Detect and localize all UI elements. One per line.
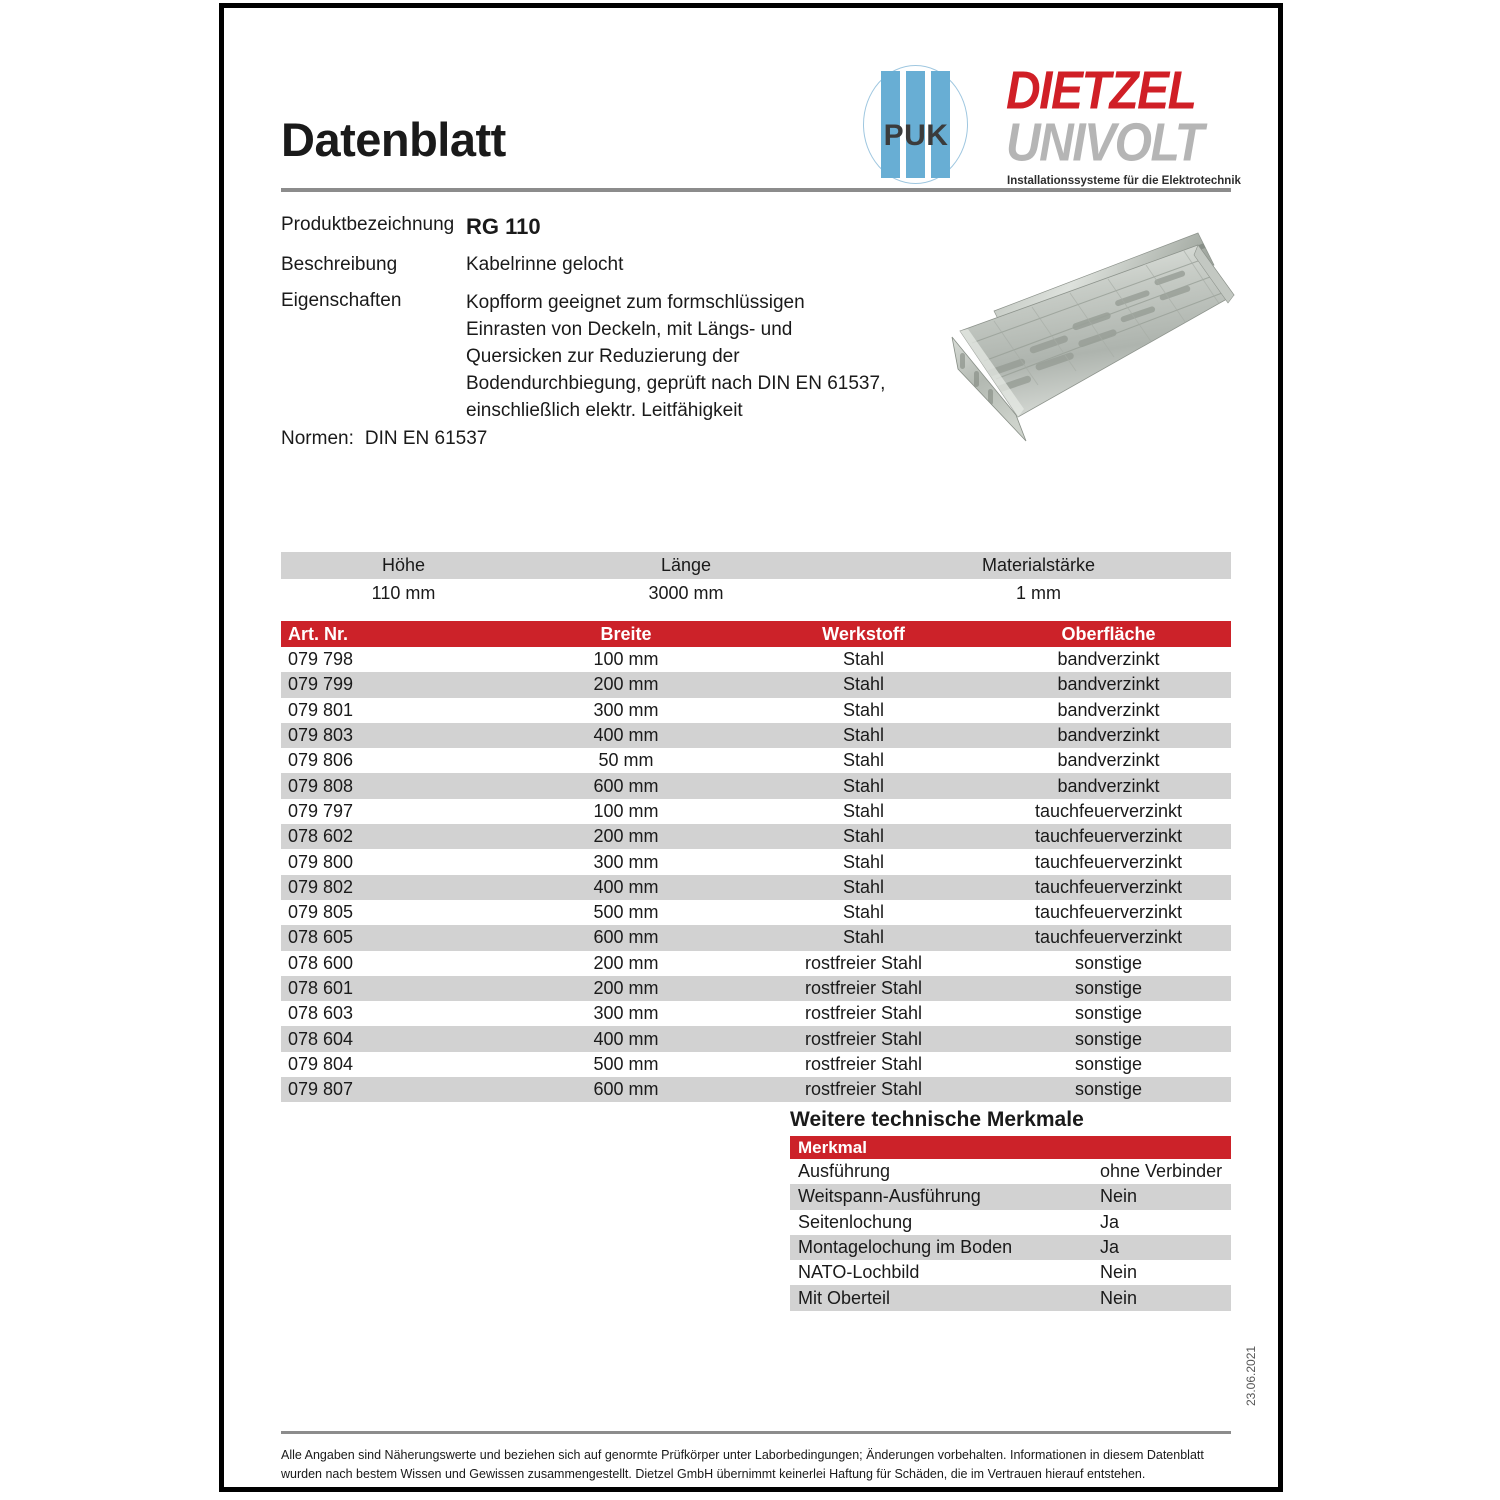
list-item — [790, 1159, 1231, 1184]
univolt-wordmark: UNIVOLT — [1006, 113, 1203, 173]
cell-werkstoff: Stahl — [842, 876, 885, 897]
cell-oberflaeche: sonstige — [1074, 1003, 1143, 1024]
info-label: Eigenschaften — [281, 290, 402, 311]
article-table — [281, 621, 1231, 1102]
cell-werkstoff: Stahl — [842, 649, 885, 670]
column-header-art-nr: Art. Nr. — [288, 623, 349, 644]
feature-name: Mit Oberteil — [798, 1287, 891, 1308]
cell-breite: 50 mm — [598, 750, 654, 771]
cell-art-nr: 079 802 — [288, 876, 354, 897]
cell-oberflaeche: tauchfeuerverzinkt — [1034, 826, 1183, 847]
cell-art-nr: 078 602 — [288, 826, 354, 847]
table-row — [281, 672, 1231, 697]
cell-art-nr: 079 800 — [288, 851, 354, 872]
product-name-value: RG 110 — [466, 214, 541, 239]
dimensions-table — [281, 552, 1231, 607]
product-photo — [898, 203, 1236, 448]
feature-value: Nein — [1100, 1186, 1138, 1207]
cell-oberflaeche: bandverzinkt — [1057, 674, 1160, 695]
table-row — [281, 723, 1231, 748]
cell-werkstoff: Stahl — [842, 927, 885, 948]
datasheet-page — [219, 3, 1283, 1492]
cell-breite: 500 mm — [593, 1053, 659, 1074]
cell-art-nr: 078 600 — [288, 952, 354, 973]
dimensions-header-hoehe: Höhe — [381, 555, 426, 575]
table-row — [281, 748, 1231, 773]
dimensions-value-hoehe: 110 mm — [371, 582, 436, 603]
product-info-block — [281, 214, 901, 431]
cell-werkstoff: Stahl — [842, 826, 885, 847]
list-item — [790, 1210, 1231, 1235]
cell-oberflaeche: sonstige — [1074, 1028, 1143, 1049]
cell-oberflaeche: tauchfeuerverzinkt — [1034, 851, 1183, 872]
cell-breite: 400 mm — [593, 1028, 659, 1049]
footer-date: 23.06.2021 — [1244, 1345, 1258, 1406]
cell-breite: 200 mm — [593, 952, 659, 973]
cell-breite: 300 mm — [593, 699, 659, 720]
technical-features-title: Weitere technische Merkmale — [790, 1108, 1084, 1131]
cell-werkstoff: Stahl — [842, 851, 885, 872]
table-row — [281, 925, 1231, 950]
cell-oberflaeche: tauchfeuerverzinkt — [1034, 927, 1183, 948]
feature-value: ohne Verbinder — [1100, 1161, 1223, 1182]
cell-werkstoff: Stahl — [842, 674, 885, 695]
list-item — [790, 1285, 1231, 1310]
table-row — [281, 773, 1231, 798]
column-header-oberflaeche: Oberfläche — [1061, 623, 1156, 644]
cell-breite: 300 mm — [593, 851, 659, 872]
dimensions-header-materialstaerke: Materialstärke — [981, 555, 1096, 575]
feature-value: Ja — [1100, 1211, 1120, 1232]
table-row — [281, 1052, 1231, 1077]
cell-oberflaeche: bandverzinkt — [1057, 699, 1160, 720]
dimensions-value-materialstaerke: 1 mm — [1016, 582, 1061, 603]
cell-breite: 400 mm — [593, 876, 659, 897]
cell-breite: 300 mm — [593, 1003, 659, 1024]
cell-breite: 200 mm — [593, 674, 659, 695]
cell-breite: 100 mm — [593, 800, 659, 821]
footer-disclaimer: Alle Angaben sind Näherungswerte und beziehen sich auf genormte Prüfkörper unter Laborbedingungen; Änderungen vorbehalten. Informationen in diesem Datenblatt wurden nach bestem Wissen und Gewissen zusammengestellt. Dietzel GmbH übernimmt keinerlei Haftung für Schäden, die im Vertrauen hierauf entstehen. — [281, 1448, 1204, 1482]
cell-art-nr: 078 603 — [288, 1003, 354, 1024]
header-divider — [281, 188, 1231, 192]
info-row-eigenschaften — [281, 290, 901, 425]
cell-art-nr: 079 799 — [288, 674, 354, 695]
cell-art-nr: 078 605 — [288, 927, 354, 948]
dimensions-value-row — [281, 579, 1231, 607]
feature-value: Nein — [1100, 1287, 1138, 1308]
table-row — [281, 900, 1231, 925]
cell-breite: 200 mm — [593, 978, 659, 998]
dimensions-header-row — [281, 552, 1231, 579]
puk-wordmark: PUK — [883, 119, 949, 152]
info-row-beschreibung — [281, 254, 901, 276]
dimensions-value-laenge: 3000 mm — [648, 582, 724, 603]
cell-art-nr: 079 801 — [288, 699, 354, 720]
norms-label: Normen: — [281, 428, 354, 449]
cell-breite: 400 mm — [593, 725, 659, 746]
feature-name: Seitenlochung — [798, 1211, 913, 1232]
dietzel-wordmark: DIETZEL — [1006, 61, 1196, 121]
table-row — [281, 875, 1231, 900]
cell-oberflaeche: tauchfeuerverzinkt — [1034, 800, 1183, 821]
page-title: Datenblatt — [281, 113, 506, 166]
technical-features-body — [790, 1159, 1231, 1311]
cell-oberflaeche: sonstige — [1074, 952, 1143, 973]
cell-breite: 500 mm — [593, 902, 659, 923]
properties-value: Kopfform geeignet zum formschlüssigen Einrasten von Deckeln, mit Längs- und Quersicken zur Reduzierung der Bodendurchbiegung, geprüft nach DIN EN 61537, einschließlich elektr. Leitfähigkeit — [466, 292, 886, 421]
list-item — [790, 1184, 1231, 1209]
table-row — [281, 698, 1231, 723]
cell-art-nr: 078 601 — [288, 978, 354, 998]
cell-art-nr: 079 798 — [288, 649, 354, 670]
feature-name: Montagelochung im Boden — [798, 1237, 1013, 1258]
cell-art-nr: 079 804 — [288, 1053, 354, 1074]
norms-row — [281, 428, 487, 450]
table-row — [281, 799, 1231, 824]
cell-oberflaeche: tauchfeuerverzinkt — [1034, 902, 1183, 923]
cell-breite: 600 mm — [593, 775, 659, 796]
cell-werkstoff: Stahl — [842, 699, 885, 720]
page-header — [224, 8, 1278, 194]
footer-divider — [281, 1431, 1231, 1434]
cell-breite: 600 mm — [593, 1079, 659, 1100]
cell-werkstoff: Stahl — [842, 750, 885, 771]
info-label: Beschreibung — [281, 254, 398, 275]
column-header-breite: Breite — [600, 623, 652, 644]
feature-name: NATO-Lochbild — [798, 1262, 920, 1283]
cell-werkstoff: rostfreier Stahl — [804, 1079, 923, 1100]
article-table-body — [281, 647, 1231, 1102]
cell-werkstoff: Stahl — [842, 775, 885, 796]
cell-oberflaeche: bandverzinkt — [1057, 775, 1160, 796]
table-row — [281, 951, 1231, 976]
dietzel-univolt-logo — [1006, 61, 1241, 187]
table-row — [281, 824, 1231, 849]
column-header-werkstoff: Werkstoff — [822, 623, 905, 644]
dimensions-header-laenge: Länge — [660, 555, 712, 575]
cell-oberflaeche: bandverzinkt — [1057, 725, 1160, 746]
info-label: Produktbezeichnung — [281, 214, 455, 235]
info-row-produktbezeichnung — [281, 214, 901, 240]
cell-oberflaeche: bandverzinkt — [1057, 649, 1160, 670]
cell-oberflaeche: sonstige — [1074, 1053, 1143, 1074]
cell-oberflaeche: bandverzinkt — [1057, 750, 1160, 771]
cell-breite: 100 mm — [593, 649, 659, 670]
cell-werkstoff: rostfreier Stahl — [804, 1028, 923, 1049]
feature-value: Ja — [1100, 1237, 1120, 1258]
table-row — [281, 1001, 1231, 1026]
cell-art-nr: 079 797 — [288, 800, 354, 821]
cell-breite: 600 mm — [593, 927, 659, 948]
cell-werkstoff: rostfreier Stahl — [804, 1003, 923, 1024]
norms-value: DIN EN 61537 — [364, 428, 488, 449]
puk-logo — [859, 63, 972, 186]
table-row — [281, 976, 1231, 1001]
cell-oberflaeche: sonstige — [1074, 978, 1143, 998]
cell-oberflaeche: tauchfeuerverzinkt — [1034, 876, 1183, 897]
cell-art-nr: 079 803 — [288, 725, 354, 746]
merkmal-column-header: Merkmal — [790, 1136, 1231, 1159]
cell-werkstoff: rostfreier Stahl — [804, 978, 923, 998]
cell-art-nr: 079 808 — [288, 775, 354, 796]
cell-art-nr: 079 807 — [288, 1079, 354, 1100]
cell-art-nr: 078 604 — [288, 1028, 354, 1049]
list-item — [790, 1235, 1231, 1260]
cell-art-nr: 079 806 — [288, 750, 354, 771]
cell-art-nr: 079 805 — [288, 902, 354, 923]
cell-breite: 200 mm — [593, 826, 659, 847]
list-item — [790, 1260, 1231, 1285]
table-row — [281, 849, 1231, 874]
cell-werkstoff: Stahl — [842, 902, 885, 923]
cell-werkstoff: rostfreier Stahl — [804, 1053, 923, 1074]
cell-werkstoff: Stahl — [842, 725, 885, 746]
feature-value: Nein — [1100, 1262, 1138, 1283]
cell-werkstoff: rostfreier Stahl — [804, 952, 923, 973]
feature-name: Ausführung — [798, 1161, 891, 1182]
table-row — [281, 1026, 1231, 1051]
description-value: Kabelrinne gelocht — [466, 254, 624, 275]
article-table-header — [281, 621, 1231, 647]
table-row — [281, 647, 1231, 672]
cell-werkstoff: Stahl — [842, 800, 885, 821]
cell-oberflaeche: sonstige — [1074, 1079, 1143, 1100]
table-row — [281, 1077, 1231, 1102]
technical-features-block — [790, 1108, 1231, 1311]
brand-tagline: Installationssysteme für die Elektrotechnik — [1007, 175, 1241, 187]
feature-name: Weitspann-Ausführung — [798, 1186, 981, 1207]
